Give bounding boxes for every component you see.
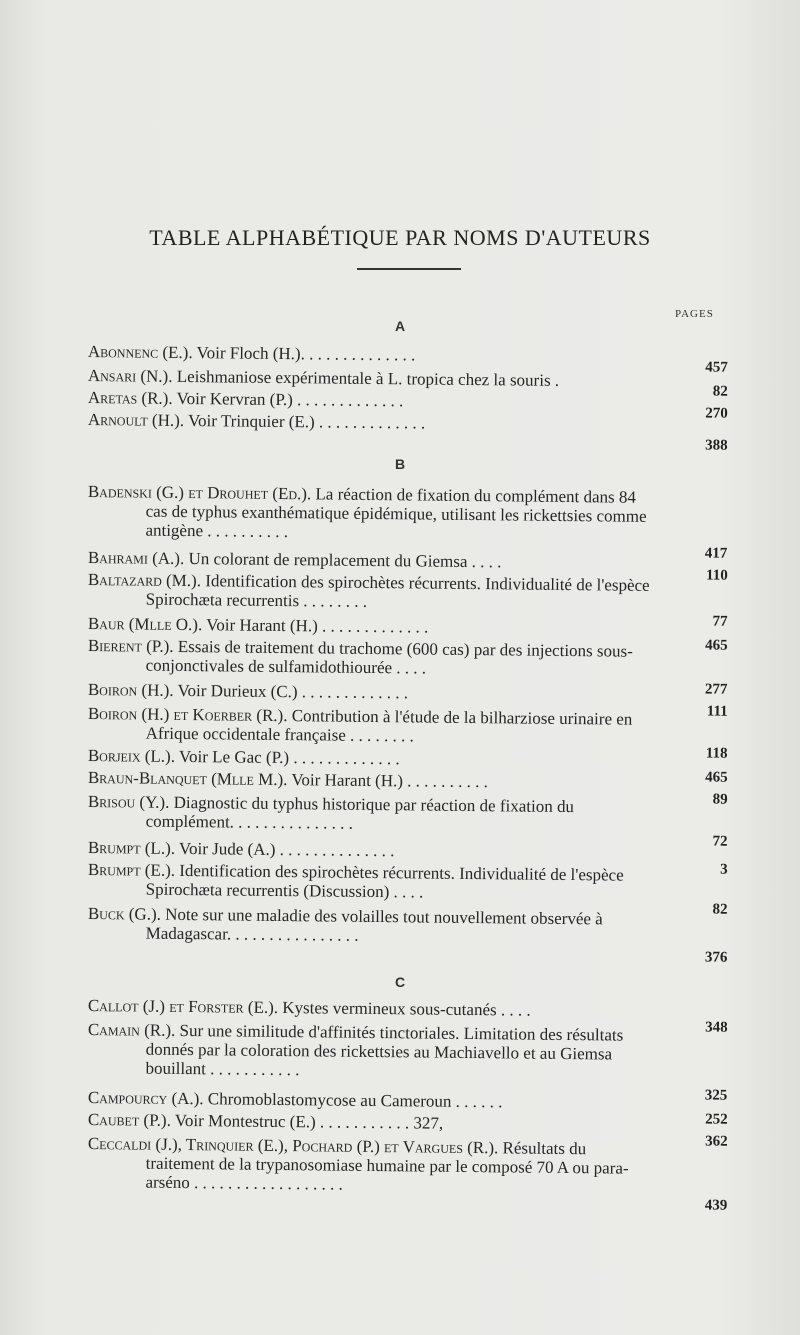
entry-page: 277	[704, 681, 728, 698]
entry-author: Badenski (G.) et Drouhet (Ed.).	[87, 482, 312, 504]
entry-author: Ansari (N.).	[87, 366, 173, 386]
entry-page: 3	[720, 861, 728, 878]
entry-text: Leishmaniose expérimentale à L. tropica chez la souris .	[172, 366, 560, 390]
entry-text: Chromoblastomycose au Cameroun . . . . . .	[203, 1089, 503, 1112]
entry-text: Voir Harant (H.) . . . . . . . . . .	[287, 770, 489, 792]
entry-text: Diagnostic du typhus historique par réaction de fixation du complément. . . . . . . . . . . . . . .	[145, 792, 575, 833]
entry-author: Brumpt (L.).	[87, 838, 176, 858]
entry-text: Un colorant de remplacement du Giemsa . . . .	[184, 549, 502, 572]
entry-text: Kystes vermineux sous-cutanés . . . .	[277, 997, 531, 1020]
entry-text: Voir Montestruc (E.) . . . . . . . . . . . 327,	[170, 1110, 444, 1133]
entry-page: 465	[705, 769, 728, 786]
entry-author: Bahrami (A.).	[87, 548, 185, 569]
entry-text: Voir Trinquier (E.) . . . . . . . . . . . . .	[183, 411, 426, 433]
entry-page: 376	[704, 949, 728, 966]
entry-author: Buck (G.).	[87, 904, 162, 924]
section-letter-c: C	[394, 974, 406, 990]
section-letter-a: A	[394, 318, 406, 334]
entry-author: Campourcy (A.).	[87, 1088, 204, 1109]
entry-author: Camain (R.).	[87, 1020, 176, 1040]
entry-page: 82	[712, 901, 728, 918]
entry-text: Voir Durieux (C.) . . . . . . . . . . . . .	[173, 680, 409, 703]
entry-page: 325	[704, 1087, 728, 1104]
index-entry	[87, 904, 728, 966]
index-entry	[87, 1134, 728, 1214]
page-title: TABLE ALPHABÉTIQUE PAR NOMS D'AUTEURS	[149, 225, 651, 250]
entry-page: 118	[705, 745, 728, 762]
entry-page: 348	[705, 1019, 728, 1036]
entry-page: 417	[704, 545, 728, 562]
entry-author: Brumpt (E.).	[87, 860, 176, 880]
entry-text: Identification des spirochètes récurrents. Individualité de l'espèce Spirochæta recurrentis (Discussion) . . . .	[145, 860, 624, 902]
pages-column-header: PAGES	[675, 308, 714, 320]
entry-text: Note sur une maladie des volailles tout nouvellement observée à Madagascar. . . . . . . . . . . . . . . .	[145, 904, 603, 945]
entry-page: 110	[705, 567, 728, 584]
entry-page: 270	[705, 405, 728, 422]
title-rule	[357, 268, 461, 270]
entry-author: Boiron (H.).	[87, 680, 174, 700]
entry-text: Voir Jude (A.) . . . . . . . . . . . . . .	[174, 838, 395, 861]
entry-author: Bierent (P.).	[87, 636, 174, 656]
entry-page: 388	[705, 437, 728, 454]
entry-page: 72	[712, 833, 728, 850]
entry-author: Arnoult (H.).	[87, 410, 185, 431]
entry-page: 89	[712, 791, 728, 808]
show-through-text	[140, 80, 760, 100]
entry-text: Sur une similitude d'affinités tinctoriales. Limitation des résultats donnés par la coloration des rickettsies au Machiavello et au Giemsa bouillant . . . . . . . . . . .	[145, 1020, 624, 1080]
index-entry	[87, 410, 728, 454]
entry-author: Callot (J.) et Forster (E.).	[87, 996, 279, 1017]
entry-text: Voir Floch (H.). . . . . . . . . . . . . .	[192, 343, 416, 365]
section-letter-b: B	[394, 456, 406, 472]
entry-author: Aretas (R.).	[87, 388, 173, 408]
entry-author: Braun-Blanquet (Mlle M.).	[87, 768, 288, 790]
entry-page: 457	[705, 359, 728, 376]
entry-page: 439	[704, 1197, 728, 1214]
entry-text: Contribution à l'étude de la bilharziose urinaire en Afrique occidentale française . . . . . . . .	[145, 706, 633, 746]
entry-text: Voir Kervran (P.) . . . . . . . . . . . . .	[172, 388, 404, 411]
entry-text: Identification des spirochètes récurrents. Individualité de l'espèce Spirochæta recurrentis . . . . . . . .	[145, 571, 650, 611]
entry-text: La réaction de fixation du complément dans 84 cas de typhus exanthématique épidémique, utilisant les rickettsies comme antigène . . . . . . . . . .	[145, 484, 647, 542]
entry-text: Voir Harant (H.) . . . . . . . . . . . . .	[202, 615, 429, 637]
entry-page: 465	[705, 637, 728, 654]
entry-page: 82	[712, 383, 728, 400]
entry-author: Brisou (Y.).	[87, 792, 170, 812]
entry-author: Baur (Mlle O.).	[87, 614, 203, 635]
entry-author: Ceccaldi (J.), Trinquier (E.), Pochard (P.) et Vargues (R.).	[87, 1134, 499, 1158]
entry-author: Caubet (P.).	[87, 1110, 171, 1130]
entry-text: Voir Le Gac (P.) . . . . . . . . . . . . .	[174, 746, 400, 769]
entry-text: Essais de traitement du trachome (600 cas) par des injections sous-conjonctivales de sulfamidothiourée . . . .	[145, 636, 633, 678]
entry-page: 252	[705, 1111, 728, 1128]
entry-author: Borjeix (L.).	[87, 746, 176, 766]
entry-author: Abonnenc (E.).	[87, 342, 193, 363]
entry-author: Baltazard (M.).	[87, 570, 202, 591]
entry-page: 111	[706, 703, 728, 720]
entry-page: 77	[712, 613, 728, 630]
entry-text: Résultats du traitement de la trypanosomiase humaine par le composé 70 A ou para-arséno . . . . . . . . . . . . . . . . . .	[145, 1138, 629, 1194]
entry-author: Boiron (H.) et Koerber (R.).	[87, 704, 288, 726]
entry-page: 362	[705, 1133, 728, 1150]
